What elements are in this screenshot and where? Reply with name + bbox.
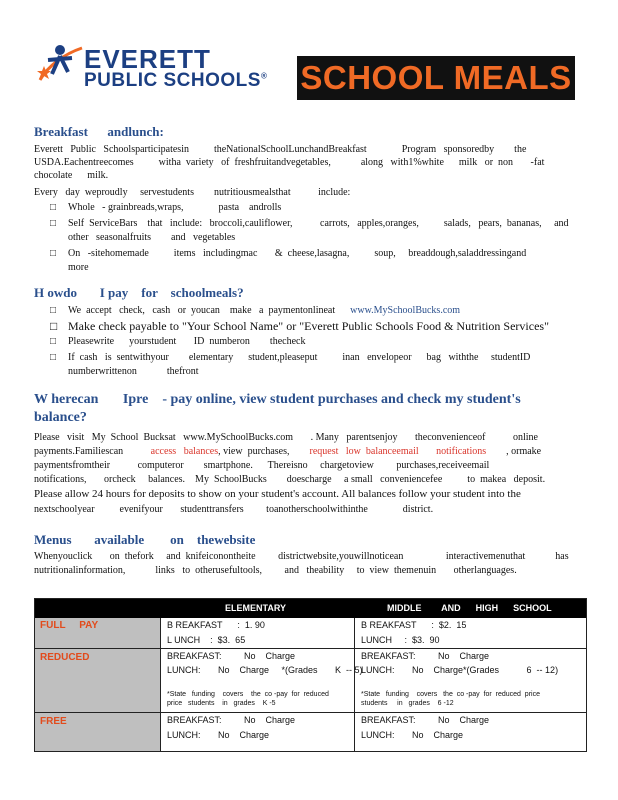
- prepay-heading-cont: balance?: [34, 410, 87, 425]
- s4-para-line: Whenyouclick on thefork and knifeiconontheite districtwebsite,youwillnoticean interactivemenuthat has: [34, 551, 569, 562]
- free-middle-high: BREAKFAST: No Charge LUNCH: No Charge: [354, 713, 586, 751]
- full-pay-elementary: B REAKFAST : 1. 90 L UNCH : $3. 65: [160, 618, 355, 648]
- s1-para-line: USDA.Eachentreecomes witha variety of freshfruitandvegetables, along with1%white milk or non -fat: [34, 157, 545, 168]
- checkbox-bullet-icon: □: [50, 305, 57, 316]
- breakfast-lunch-heading: Breakfast andlunch:: [34, 124, 164, 139]
- school-meals-banner: SCHOOL MEALS: [297, 56, 575, 100]
- prepay-heading: W herecan Ipre - pay online, view student purchases and check my student's: [34, 392, 521, 407]
- s3-para-line: paymentsfromtheir computeror smartphone. Thereisno chargetoview purchases,receiveemail: [34, 460, 490, 471]
- col-elementary: ELEMENTARY: [225, 603, 287, 613]
- s3-para-line: Please allow 24 hours for deposits to show on your student's account. All balances follow your student into the: [34, 488, 521, 500]
- myschoolbucks-link[interactable]: www.MySchoolBucks.com: [350, 305, 461, 316]
- meal-price-table: [34, 598, 587, 752]
- low-balance-link[interactable]: request low balanceemail: [309, 446, 419, 457]
- s1-para-line: chocolate milk.: [34, 170, 109, 181]
- s1-para-line: Everett Public Schoolsparticipatesin theNationalSchoolLunchandBreakfast Program sponsoredby the: [34, 144, 527, 155]
- col-middle-high: MIDDLE AND HIGH SCHOOL: [387, 603, 552, 613]
- checkbox-bullet-icon: □: [50, 319, 58, 333]
- checkbox-bullet-icon: □: [50, 248, 57, 259]
- full-pay-middle-high: B REAKFAST : $2. 15 LUNCH : $3. 90: [354, 618, 586, 648]
- checkbox-bullet-icon: □: [50, 336, 57, 347]
- s1-intro: Every day weproudly servestudents nutritiousmealsthat include:: [34, 187, 351, 198]
- how-pay-heading: H owdo I pay for schoolmeals?: [34, 285, 244, 300]
- checkbox-bullet-icon: □: [50, 352, 57, 363]
- row-label-full-pay: FULL PAY: [35, 618, 160, 648]
- checkbox-bullet-icon: □: [50, 202, 57, 213]
- s3-para-line: notifications, orcheck balances. My SchoolBucks doescharge a small conveniencefee to makea deposit.: [34, 474, 546, 485]
- s3-para-line: payments.Familiescan access balances, view purchases, request low balanceemail notifications , ormake: [34, 446, 542, 457]
- menus-heading: Menus available on thewebsite: [34, 532, 256, 547]
- checkbox-bullet-icon: □: [50, 218, 57, 229]
- s3-para-line: nextschoolyear evenifyour studenttransfers toanotherschoolwithinthe district.: [34, 504, 434, 515]
- everett-logo: [34, 40, 294, 90]
- free-elementary: BREAKFAST: No Charge LUNCH: No Charge: [160, 713, 355, 751]
- row-label-free: FREE: [35, 713, 160, 751]
- logo-line-1: EVERETT: [84, 44, 211, 74]
- star-figure-icon: [34, 40, 86, 86]
- table-header: [35, 599, 586, 618]
- access-balances-link[interactable]: access balances: [150, 446, 219, 457]
- reduced-middle-high: BREAKFAST: No Charge LUNCH: No Charge*(Grades 6 -- 12) *State funding covers the co -pay for reduced price students in grades 6 -12: [354, 649, 586, 712]
- logo-line-2: PUBLIC SCHOOLS®: [84, 70, 268, 91]
- reduced-elementary: BREAKFAST: No Charge LUNCH: No Charge *(Grades K -- 5) *State funding covers the co -pay for reduced price students in grades K -5: [160, 649, 355, 712]
- s3-para-line: Please visit My School Bucksat www.MySchoolBucks.com . Many parentsenjoy theconvenienceof online: [34, 432, 538, 443]
- notifications-link[interactable]: notifications: [436, 446, 487, 457]
- s4-para-line: nutritionalinformation, links to otherusefultools, and theability to view themenuin otherlanguages.: [34, 565, 517, 576]
- row-label-reduced: REDUCED: [35, 649, 160, 712]
